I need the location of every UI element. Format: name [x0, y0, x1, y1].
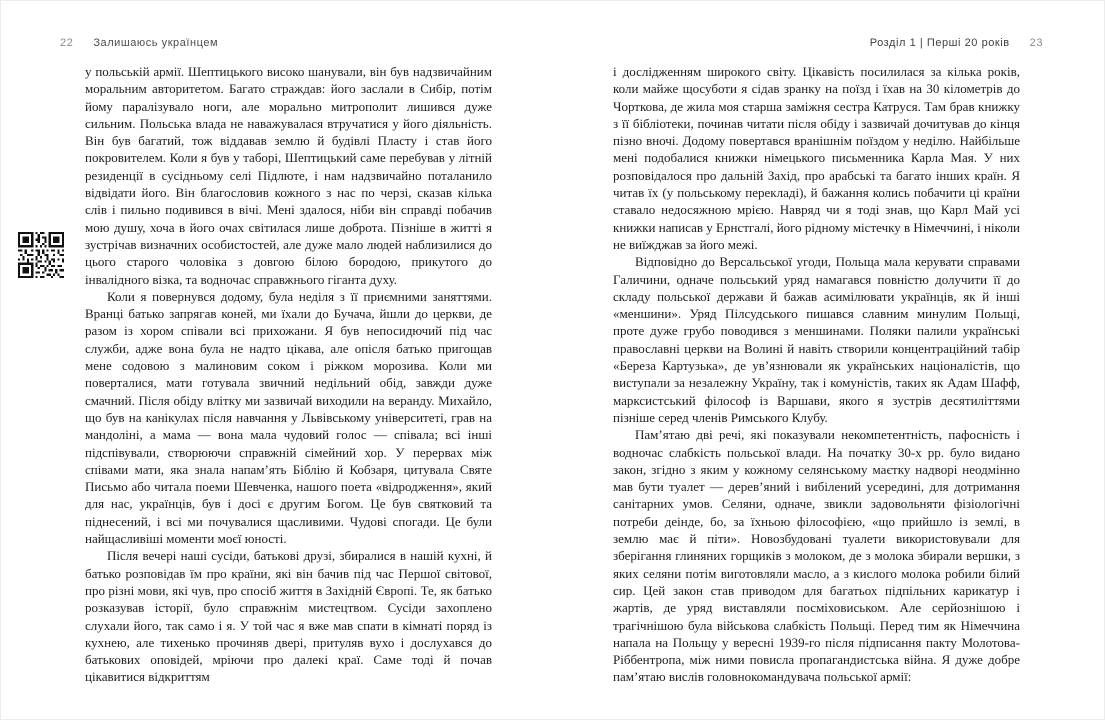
- chapter-running-title: Розділ 1 | Перші 20 років: [869, 37, 1010, 49]
- left-page-text: [85, 63, 492, 686]
- paragraph: Після вечері наші сусіди, батькові друзі, збиралися в нашій кухні, й батько розповідав їм про країни, які він бачив під час Першої світової, про різні мови, які чув, про спосіб життя в Західній Європі. Те, як батько розказував історії, було справжнім мистецтвом. Сусіди захоплено слухали його, так само і я. У той час я вже мав спати в кімнаті поряд із кухнею, але тихенько прочиняв двері, притуляв вухо і дослухався до батькових оповідей, мріючи про далекі краї. Саме тоді й почав цікавитися відкриттям: [85, 548, 492, 685]
- left-running-head: [60, 37, 218, 49]
- paragraph: Відповідно до Версальської угоди, Польща мала керувати справами Галичини, одначе польський уряд намагався повністю долучити її до складу польської держави й бажав асимілювати українців, як й інші «меншини». Уряд Пілсудського пишався славним минулим Польщі, проте дуже грубо поводився з меншинами. Поляки палили українські православні церкви на Волині й навіть створили концентраційний табір «Береза Картузька», де ув’язнювали як українських націоналістів, що виступали за незалежну Україну, так і комуністів, таких як Адам Шафф, марксистський філософ із Варшави, якого я зустрів десятиліттями пізніше серед членів Римського Клубу.: [613, 254, 1020, 425]
- left-page-number: 22: [60, 37, 74, 49]
- right-running-head: [870, 37, 1043, 49]
- right-page-text: [613, 63, 1020, 686]
- book-running-title: Залишаюсь українцем: [93, 37, 219, 49]
- paragraph: і дослідженням широкого світу. Цікавість посилилася за кілька років, коли майже щосуботи я сідав зранку на поїзд і їхав на 30 кілометрів до Чорткова, де жила моя старша заміжня сестра Катруся. Там брав книжку з її бібліотеки, починав читати після обіду і зазвичай дочитував до кінця пізно вночі. Додому повертався вранішнім поїздом у неділю. Найбільше мені подобалися книжки німецького письменника Карла Мая. У них розповідалося про дальній Захід, про арабські та багато інших країн. Я читав їх (у польському перекладі), й бажання колись побачити ці країни ставало недосяжною мрією. Навряд чи я тоді знав, що Карл Май усі книжки написав у Ернстгалі, його рідному містечку в Німеччині, і ніколи не виїжджав за його межі.: [613, 64, 1021, 252]
- paragraph: Пам’ятаю дві речі, які показували некомпетентність, пафосність і водночас слабкість польської влади. На початку 30-х рр. було видано закон, згідно з яким у кожному селянському маєтку надворі неодмінно мав бути туалет — дерев’яний і вибілений усередині, для дотримання санітарних умов. Селяни, одначе, звикли задовольняти фізіологічні потреби деінде, бо, за їхньою філософією, «що прийшло із землі, в землю має й піти». Новозбудовані туалети використовували для зберігання глиняних горщиків з молоком, де з молока збирали вершки, з яких селяни потім виготовляли масло, а з кислого молока робили білий сир. Цей закон став приводом для багатьох підпільних карикатур і жартів, де уряд виставляли посміховиськом. Але серйознішою і трагічнішою була військова слабкість Польщі. Перед тим як Німеччина напала на Польщу у вересні 1939-го після підписання пакту Молотова-Ріббентропа, між ними повисла пропагандистська війна. Я дуже добре пам’ятаю вислів головнокомандувача польської армії:: [613, 427, 1020, 685]
- paragraph: Коли я повернувся додому, була неділя з її приємними заняттями. Вранці батько запрягав коней, ми їхали до Бучача, йшли до церкви, де разом із хором співали всі прихожани. Я був непосидючий під час служби, адже вона була не надто цікава, але опісля батько пригощав мене содовою з малиновим соком і ріжком морозива. Коли ми поверталися, мати готувала звичний недільний обід, завжди дуже смачний. Після обіду влітку ми зазвичай виходили на веранду. Михайло, що був на канікулах після навчання у Львівському університеті, грав на мандоліні, а мама — вона мала чудовий голос — співала; всі інші підспівували, створюючи справжній сімейний хор. У перервах між співами мати, яка знала напам’ять Біблію й Кобзаря, цитувала Святе Письмо або читала поеми Шевченка, нашого поета «відродження», який для нас, українців, був і досі є другим Богом. Це був святковий та піднесений, і всі ми почувалися щасливими. Чудові спогади. Це були найщасливіші моменти моєї юності.: [85, 288, 492, 547]
- paragraph: у польській армії. Шептицького високо шанували, він був надзвичайним моральним авторитетом. Багато страждав: його заслали в Сибір, потім йому паралізувало ноги, але морально митрополит лишився дуже сильним. Польська влада не наважувалася втручатися у його діяльність. Він був багатий, тож віддавав землю й будівлі Пласту і став його покровителем. Коли я був у таборі, Шептицький саме перебував у літній резиденції в сусідньому селі Підлюте, і нам надзвичайно поталанило відвідати його. Він благословив кожного з нас по черзі, сказав кілька слів і пильно подивився в вічі. Мені здалося, ніби він справді побачив мою душу, хоча в його очах світилася лише доброта. Пізніше в житті я зустрічав визначних особистостей, але дуже мало людей наблизилися до цього старого чоловіка з довгою білою бородою, прикутого до інвалідного візка, та водночас справжнього гіганта духу.: [85, 64, 492, 287]
- right-page-number: 23: [1029, 37, 1043, 49]
- qr-code: [18, 232, 64, 278]
- qr-code-icon: [18, 232, 64, 278]
